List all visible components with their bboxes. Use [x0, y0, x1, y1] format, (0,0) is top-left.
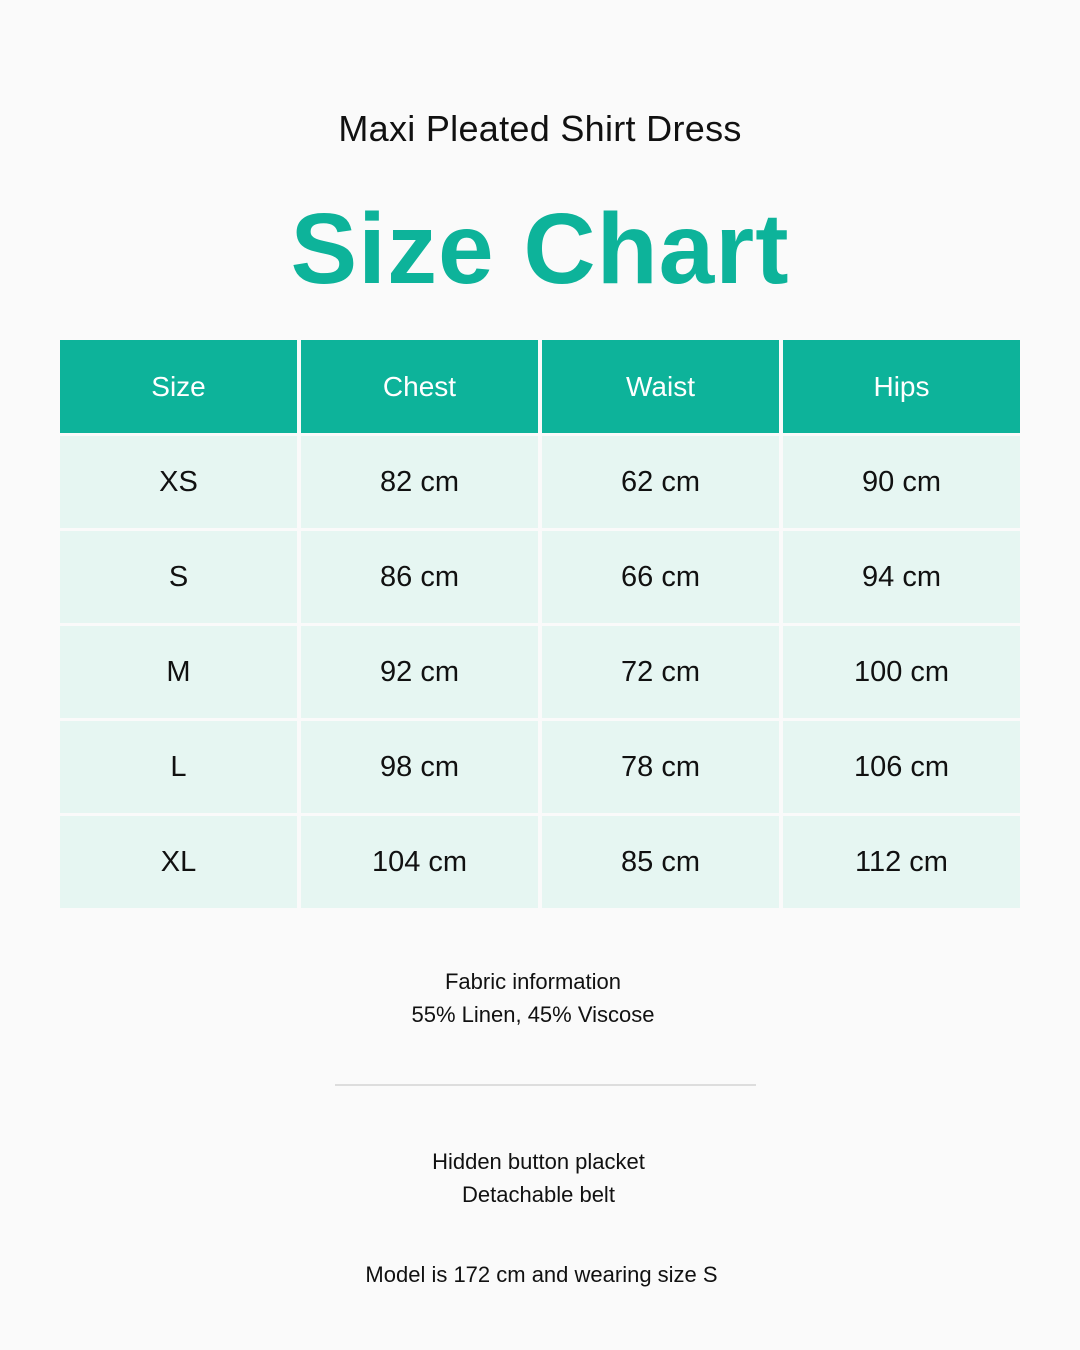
feature-item: Hidden button placket [432, 1149, 645, 1174]
cell-chest-xl: 104 cm [301, 816, 538, 908]
feature-list [0, 1145, 1077, 1211]
cell-chest-xs: 82 cm [301, 436, 538, 528]
cell-chest-m: 92 cm [301, 626, 538, 718]
cell-hips-s: 94 cm [783, 531, 1020, 623]
cell-chest-s: 86 cm [301, 531, 538, 623]
cell-hips-m: 100 cm [783, 626, 1020, 718]
cell-size-xl: XL [60, 816, 297, 908]
feature-item: Detachable belt [462, 1182, 615, 1207]
cell-size-l: L [60, 721, 297, 813]
cell-waist-xl: 85 cm [542, 816, 779, 908]
cell-hips-xl: 112 cm [783, 816, 1020, 908]
column-header-waist: Waist [542, 340, 779, 433]
model-note: Model is 172 cm and wearing size S [365, 1262, 718, 1287]
product-name: Maxi Pleated Shirt Dress [338, 108, 742, 149]
cell-size-m: M [60, 626, 297, 718]
page-title: Size Chart [290, 193, 790, 305]
cell-hips-l: 106 cm [783, 721, 1020, 813]
size-table [60, 340, 1020, 908]
cell-size-xs: XS [60, 436, 297, 528]
column-header-chest: Chest [301, 340, 538, 433]
cell-size-s: S [60, 531, 297, 623]
cell-waist-xs: 62 cm [542, 436, 779, 528]
fabric-label: Fabric information [444, 969, 622, 994]
section-divider [335, 1084, 756, 1086]
cell-waist-s: 66 cm [542, 531, 779, 623]
cell-hips-xs: 90 cm [783, 436, 1020, 528]
cell-chest-l: 98 cm [301, 721, 538, 813]
cell-waist-l: 78 cm [542, 721, 779, 813]
column-header-hips: Hips [783, 340, 1020, 433]
column-header-size: Size [60, 340, 297, 433]
fabric-info [0, 965, 1066, 1031]
fabric-composition: 55% Linen, 45% Viscose [411, 1002, 655, 1027]
cell-waist-m: 72 cm [542, 626, 779, 718]
